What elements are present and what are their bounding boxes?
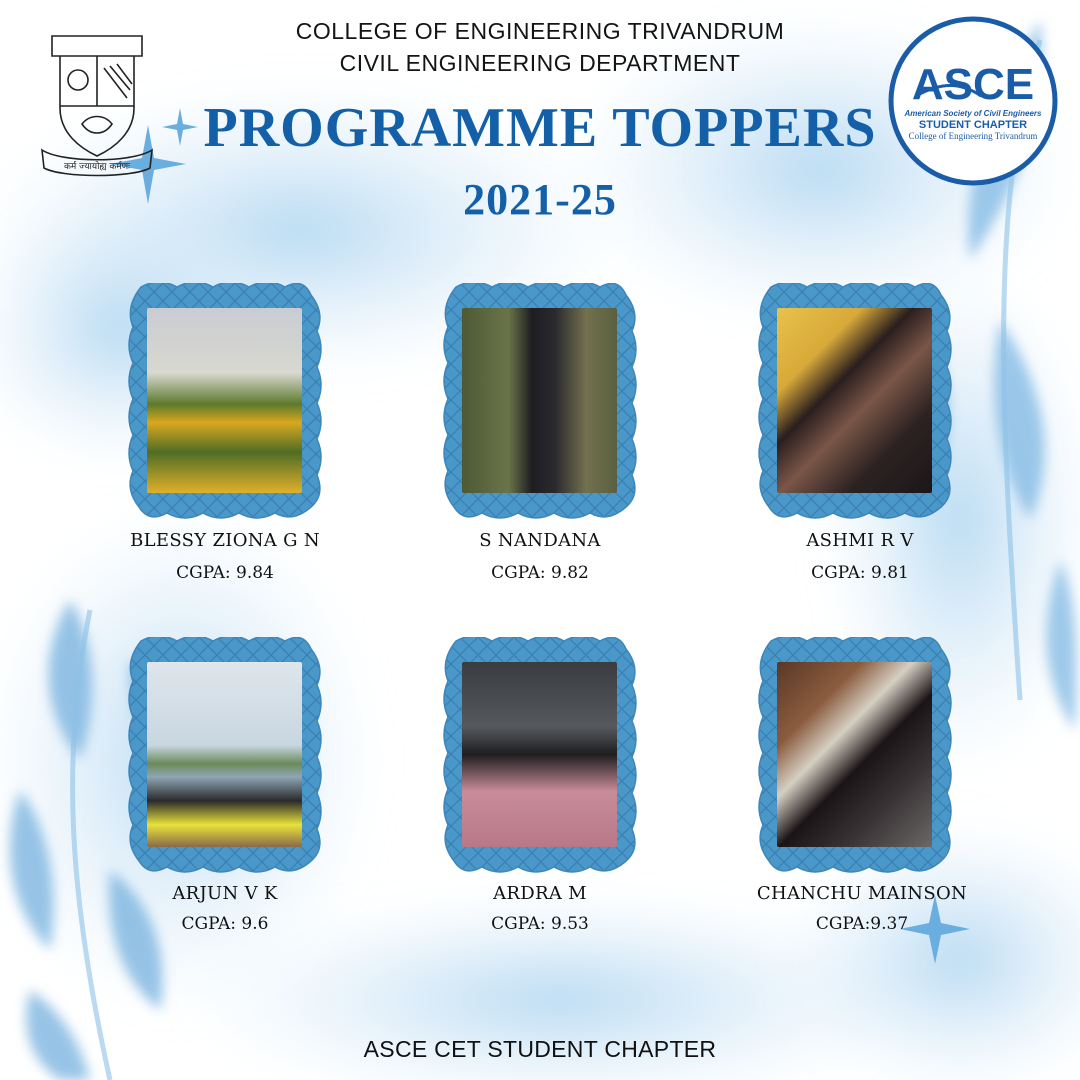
asce-logo-chapter: STUDENT CHAPTER: [918, 119, 1028, 131]
batch-year: 2021-25: [463, 175, 617, 224]
topper-photo-frame: [757, 283, 953, 519]
topper-photo-frame: [442, 637, 638, 873]
topper-cgpa: CGPA: 9.53: [491, 914, 589, 934]
topper-cgpa: CGPA: 9.81: [811, 563, 909, 583]
topper-cgpa: CGPA:9.37: [815, 914, 909, 934]
topper-name: ARJUN V K: [172, 883, 278, 904]
topper-name: BLESSY ZIONA G N: [130, 530, 320, 551]
topper-cgpa: CGPA: 9.6: [181, 914, 269, 934]
topper-photo: [462, 662, 617, 847]
topper-photo: [777, 662, 932, 847]
topper-photo-frame: [127, 637, 323, 873]
topper-name: CHANCHU MAINSON: [756, 883, 968, 904]
asce-logo-college: College of Engineering Trivandrum: [908, 131, 1038, 141]
college-name: COLLEGE OF ENGINEERING TRIVANDRUM: [295, 18, 785, 44]
topper-photo: [147, 308, 302, 493]
page-title: PROGRAMME TOPPERS: [203, 97, 877, 159]
department-name: CIVIL ENGINEERING DEPARTMENT: [339, 50, 741, 76]
topper-name: ASHMI R V: [806, 530, 914, 551]
emblem-motto: कर्म ज्यायोह्य कर्मणः: [64, 162, 130, 172]
topper-cgpa: CGPA: 9.82: [491, 563, 589, 583]
footer-chapter-name: ASCE CET STUDENT CHAPTER: [363, 1036, 717, 1062]
topper-name: ARDRA M: [493, 883, 587, 904]
topper-cgpa: CGPA: 9.84: [176, 563, 274, 583]
topper-name: S NANDANA: [479, 530, 601, 551]
asce-logo-title: ASCE: [911, 60, 1035, 109]
topper-photo-frame: [442, 283, 638, 519]
topper-photo-frame: [127, 283, 323, 519]
asce-logo-subtitle: American Society of Civil Engineers: [904, 109, 1042, 118]
topper-photo: [147, 662, 302, 847]
topper-photo-frame: [757, 637, 953, 873]
topper-photo: [462, 308, 617, 493]
topper-photo: [777, 308, 932, 493]
